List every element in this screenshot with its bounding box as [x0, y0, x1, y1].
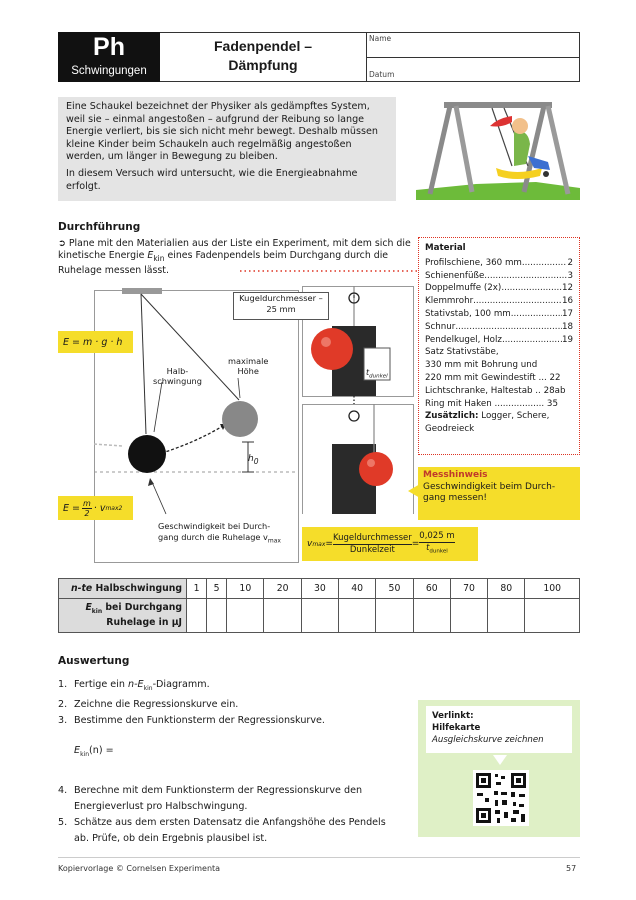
arrow-icon: ➲ [58, 238, 66, 249]
material-item-name: Profilschiene, 360 mm [425, 257, 522, 268]
item-number-1: 1. [58, 679, 68, 690]
material-lichtschranke: Lichtschranke, Haltestab .. 28ab [425, 385, 566, 396]
formula-kinetic-left: E = [63, 502, 80, 514]
intro-paragraph-1: Eine Schaukel bezeichnet der Physiker als gedämpftes System, weil sie – einmal angestoßen – aufgrund der Reibung so lange Energie verliert, bis sie sich nicht mehr bewegt. Deshalb müssen kleine Kinder beim Schaukeln auch regelmäßig angestoßen werden, um länger in Bewegung zu bleiben. [66, 101, 378, 163]
task-dotted-connector [240, 268, 420, 274]
material-item-number: 12 [561, 283, 573, 294]
label-dark-var: t [366, 368, 370, 377]
material-item-name: Klemmrohr [425, 296, 474, 307]
table-header-n-italic: n-te [71, 583, 93, 594]
vmax-num: Kugeldurchmesser [332, 532, 412, 543]
down-arrow-icon [493, 755, 507, 765]
material-stab-1: Satz Stativstäbe, [425, 347, 499, 358]
auswertung-list [58, 677, 403, 847]
item-number-3: 3. [58, 714, 68, 726]
label-h0 [248, 454, 259, 466]
vmax-eq2: = [411, 539, 420, 549]
item1-post: -Diagramm. [152, 679, 210, 690]
auswertung-item-3 [58, 713, 403, 729]
title-line-1: Fadenpendel – [213, 38, 313, 54]
label-dark-time [366, 368, 388, 380]
material-item-number: 19 [561, 334, 573, 345]
material-item-name: Schnur [425, 321, 456, 332]
item-number-5: 5. [58, 816, 68, 828]
material-item-dots [484, 270, 567, 283]
table-cell-n: 20 [264, 579, 301, 599]
help-card[interactable] [418, 700, 580, 837]
help-card-subtitle: Ausgleichskurve zeichnen [432, 735, 544, 745]
table-row-halbschwingung [59, 579, 580, 599]
label-dark-sub: dunkel [369, 373, 388, 380]
vmax-frac [333, 533, 412, 556]
intro-box [58, 97, 396, 201]
label-h0-sub: 0 [253, 456, 259, 466]
table-cell-ekin-input[interactable] [525, 599, 580, 633]
header-name-divider [366, 57, 580, 58]
page-title [160, 37, 366, 75]
title-line-2: Dämpfung [228, 57, 298, 73]
material-item-number: 16 [561, 296, 573, 307]
item4-text: Berechne mit dem Funktionsterm der Regressionskurve den Energieverlust pro Halbschwingung. [74, 784, 363, 812]
table-cell-ekin-input[interactable] [450, 599, 487, 633]
formula-kinetic-right: · v [93, 502, 106, 514]
formula-ekin-sub: kin [80, 750, 90, 758]
table-cell-ekin-input[interactable] [264, 599, 301, 633]
formula-ekin-var: E [74, 744, 81, 756]
material-extra-text: Logger, Schere, Geodreieck [425, 411, 550, 435]
footer-copyright: Kopiervorlage © Cornelsen Experimenta [58, 864, 221, 873]
item1-sub: kin [143, 684, 153, 692]
vmax-var: v [307, 539, 313, 549]
vmax-eq: = [325, 539, 333, 549]
formula-kinetic [58, 496, 133, 520]
formula-ekin-rest: (n) = [89, 744, 114, 756]
name-label: Name [369, 34, 392, 43]
label-max-height: maximale Höhe [228, 356, 269, 376]
table-header-ekin-sub: kin [91, 607, 103, 615]
label-speed-sub: max [267, 537, 281, 545]
material-item [425, 257, 573, 270]
date-label: Datum [369, 70, 395, 79]
vmax-den2: t [426, 542, 430, 553]
material-extra-label: Zusätzlich: [425, 411, 479, 422]
formula-kinetic-exp: 2 [118, 504, 123, 512]
label-h0-var: h [248, 454, 254, 464]
material-item-number: 17 [561, 308, 573, 319]
material-item-dots [455, 321, 562, 334]
formula-kinetic-frac [82, 499, 92, 518]
formula-kinetic-num: m [82, 498, 91, 508]
material-item-number: 3 [567, 270, 573, 281]
table-cell-n: 100 [525, 579, 580, 599]
hint-box [418, 467, 580, 520]
table-cell-n: 10 [227, 579, 264, 599]
vmax-sub: max [312, 540, 326, 548]
item5-text: Schätze aus dem ersten Datensatz die Anfangshöhe des Pendels ab. Prüfe, ob dein Ergebnis plausibel ist. [74, 816, 386, 844]
table-cell-n: 50 [376, 579, 413, 599]
material-stab-2: 330 mm mit Bohrung und [425, 360, 538, 371]
vmax-den: Dunkelzeit [349, 544, 395, 555]
table-header-n [59, 579, 187, 599]
auswertung-item-4 [58, 783, 403, 815]
table-cell-n: 30 [301, 579, 338, 599]
help-card-label-box [426, 706, 572, 753]
auswertung-item-1 [58, 677, 403, 697]
material-item-name: Pendelkugel, Holz [425, 334, 502, 345]
table-header-ekin-line1: bei Durchgang [102, 601, 182, 613]
table-cell-n: 70 [450, 579, 487, 599]
footer-divider [58, 857, 580, 858]
intro-paragraph-2: In diesem Versuch wird untersucht, wie die Energieabnahme erfolgt. [66, 167, 358, 192]
material-item-name: Schienenfüße [425, 270, 485, 281]
formula-kinetic-sub: max [105, 504, 119, 512]
material-item-number: 2 [567, 257, 573, 268]
material-extra [425, 410, 573, 436]
table-cell-ekin-input[interactable] [207, 599, 227, 633]
qr-code-icon[interactable] [473, 770, 529, 826]
formula-kinetic-den: 2 [84, 508, 90, 518]
table-cell-n: 40 [339, 579, 376, 599]
section-title-durchfuehrung: Durchführung [58, 221, 141, 233]
material-box [418, 237, 580, 455]
subject-name: Schwingungen [71, 65, 147, 77]
light-gate-photos [302, 286, 414, 514]
table-cell-ekin-input[interactable] [488, 599, 525, 633]
material-list [425, 257, 573, 347]
table-cell-n: 80 [488, 579, 525, 599]
material-item [425, 282, 573, 295]
auswertung-item-5 [58, 815, 403, 847]
table-cell-ekin-input[interactable] [376, 599, 413, 633]
material-item-name: Stativstab, 100 mm [425, 308, 511, 319]
table-cell-n: 60 [413, 579, 450, 599]
formula-vmax [302, 527, 478, 561]
vmax-frac2 [419, 531, 454, 558]
material-item-dots [473, 295, 562, 308]
vmax-den2-sub: dunkel [429, 548, 448, 555]
table-header-ekin-var: E [85, 601, 92, 613]
material-item [425, 295, 573, 308]
measurement-table [58, 578, 580, 633]
help-card-title: Hilfekarte [432, 723, 481, 733]
item1-var: n-E [128, 679, 144, 690]
label-speed [158, 521, 298, 547]
hint-title: Messhinweis [423, 470, 488, 480]
item3-text: Bestimme den Funktionsterm der Regressionskurve. [74, 714, 325, 726]
material-item-dots [522, 257, 568, 270]
table-cell-ekin-input[interactable] [227, 599, 264, 633]
item-number-4: 4. [58, 784, 68, 796]
task-sub: kin [153, 254, 165, 264]
hint-pointer [408, 484, 420, 498]
material-title: Material [425, 243, 466, 253]
material-item [425, 308, 573, 321]
label-speed-text: Geschwindigkeit bei Durch- gang durch die Ruhelage v [158, 521, 271, 542]
help-card-label: Verlinkt: [432, 711, 474, 721]
material-item-name: Doppelmuffe (2x) [425, 283, 502, 294]
item-number-2: 2. [58, 698, 68, 710]
material-item-dots [511, 308, 562, 321]
material-ring: Ring mit Haken .................. 35 [425, 398, 558, 409]
table-cell-ekin-input[interactable] [301, 599, 338, 633]
item2-text: Zeichne die Regressionskurve ein. [74, 698, 239, 710]
material-item [425, 321, 573, 334]
section-title-auswertung: Auswertung [58, 655, 130, 667]
table-cell-n: 1 [187, 579, 207, 599]
footer-page-number: 57 [566, 864, 577, 873]
table-row-ekin [59, 599, 580, 633]
task-post: eines Fadenpendels beim Durchgang durch die Ruhelage messen lässt. [58, 250, 389, 277]
item1-pre: Fertige ein [74, 679, 129, 690]
table-cell-n: 5 [207, 579, 227, 599]
formula-potential: E = m · g · h [58, 331, 133, 353]
material-item [425, 270, 573, 283]
material-item-dots [501, 282, 562, 295]
task-pre: Plane mit den Materialien aus der Liste ein Experiment, mit dem sich die kinetische Energie [58, 238, 411, 262]
hint-text: Geschwindigkeit beim Durch-gang messen! [423, 481, 556, 503]
material-item-dots [502, 334, 562, 347]
label-halbschwingung: Halb- schwingung [153, 366, 202, 386]
material-item-number: 18 [561, 321, 573, 332]
table-header-n-text: Halbschwingung [92, 583, 182, 594]
subject-abbr: Ph [93, 33, 125, 61]
table-cell-ekin-input[interactable] [413, 599, 450, 633]
table-header-ekin-line2: Ruhelage in µJ [106, 617, 182, 629]
task-var: E [147, 250, 154, 262]
formula-ekin-n [74, 743, 403, 783]
label-diameter: Kugeldurchmesser – 25 mm [233, 292, 329, 320]
table-cell-ekin-input[interactable] [187, 599, 207, 633]
table-cell-ekin-input[interactable] [339, 599, 376, 633]
vmax-num2: 0,025 m [419, 530, 455, 541]
auswertung-item-2 [58, 697, 403, 713]
material-stab-3: 220 mm mit Gewindestift ... 22 [425, 372, 561, 383]
table-header-ekin [59, 599, 187, 633]
material-item [425, 334, 573, 347]
subject-block [58, 32, 160, 82]
swing-illustration [416, 96, 580, 200]
